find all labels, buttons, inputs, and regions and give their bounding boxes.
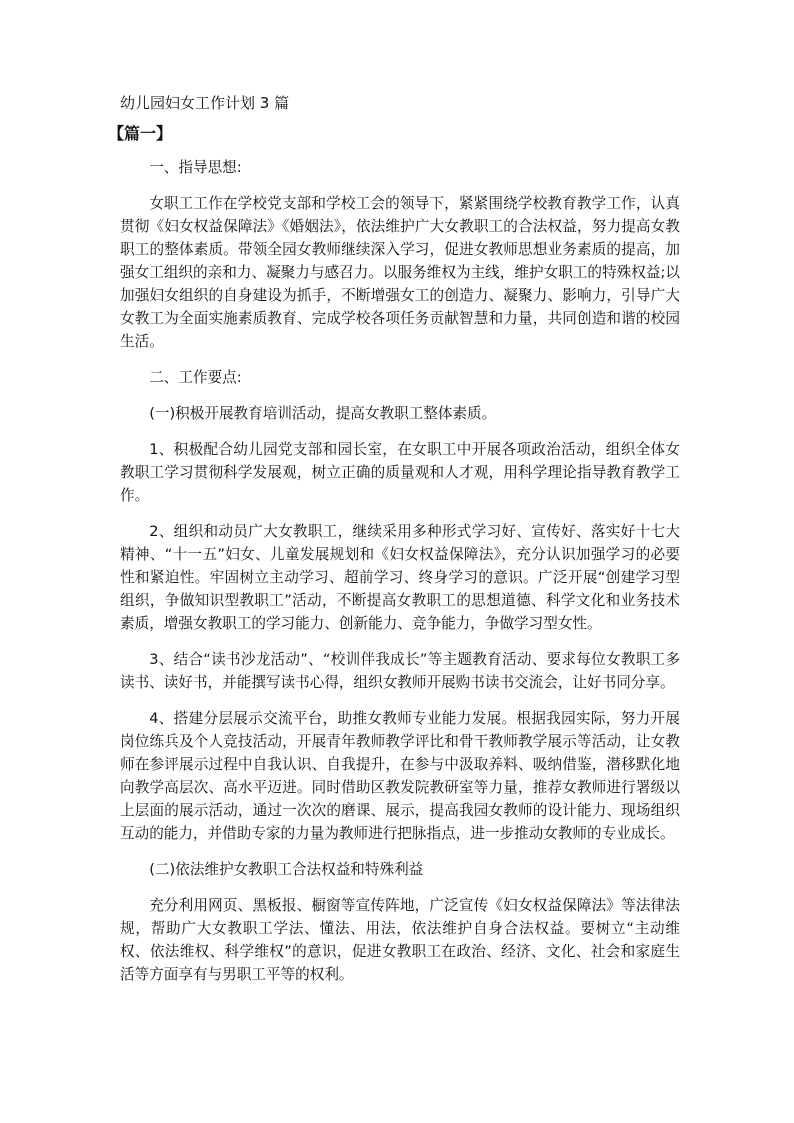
item3-paragraph: 3、结合“读书沙龙活动”、“校训伴我成长”等主题教育活动、要求每位女教职工多读书、读好书，并能撰写读书心得，组织女教师开展购书读书交流会，让好书同分享。: [120, 651, 680, 691]
subsection2-heading: (二)依法维护女教职工合法权益和特殊利益: [149, 861, 424, 878]
section2-heading: 二、工作要点:: [149, 369, 242, 386]
section1-paragraph: 女职工工作在学校党支部和学校工会的领导下，紧紧围绕学校教育教学工作，认真贯彻《妇女权益保障法》《婚姻法》，依法维护广大女教职工的合法权益，努力提高女教职工的整体素质。带领全园女教师继续深入学习，促进女教师思想业务素质的提高，加强女工组织的亲和力、凝聚力与感召力。以服务维权为主线，维护女职工的特殊权益;以加强妇女组织的自身建设为抓手，不断增强女工的创造力、凝聚力、影响力，引导广大女教工为全面实施素质教育、完成学校各项任务贡献智慧和力量，共同创造和谐的校园生活。: [120, 195, 680, 350]
part-label: 【篇一】: [108, 124, 173, 143]
section1-heading: 一、指导思想:: [149, 159, 242, 176]
item4-paragraph: 4、搭建分层展示交流平台，助推女教师专业能力发展。根据我园实际，努力开展岗位练兵及个人竞技活动，开展青年教师教学评比和骨干教师教学展示等活动，让女教师在参评展示过程中自我认识、自我提升，在参与中汲取养料、吸纳借鉴，潜移默化地向教学高层次、高水平迈进。同时借助区教发院教研室等力量，推荐女教师进行署级以上层面的展示活动，通过一次次的磨课、展示，提高我园女教师的设计能力、现场组织互动的能力，并借助专家的力量为教师进行把脉指点，进一步推动女教师的专业成长。: [120, 710, 680, 842]
subsection2-paragraph: 充分利用网页、黑板报、橱窗等宣传阵地，广泛宣传《妇女权益保障法》等法律法规，帮助广大女教职工学法、懂法、用法，依法维护自身合法权益。要树立“主动维权、依法维权、科学维权”的意识，促进女教职工在政治、经济、文化、社会和家庭生活等方面享有与男职工平等的权利。: [120, 897, 680, 983]
document-page: [108, 92, 680, 999]
item2-paragraph: 2、组织和动员广大女教职工，继续采用多种形式学习好、宣传好、落实好十七大精神、“十一五”妇女、儿童发展规划和《妇女权益保障法》，充分认识加强学习的必要性和紧迫性。牢固树立主动学习、超前学习、终身学习的意识。广泛开展“创建学习型组织，争做知识型教职工”活动，不断提高女教职工的思想道德、科学文化和业务技术素质，增强女教职工的学习能力、创新能力、竞争能力，争做学习型女性。: [120, 523, 680, 632]
item1-paragraph: 1、积极配合幼儿园党支部和园长室，在女职工中开展各项政治活动，组织全体女教职工学习贯彻科学发展观，树立正确的质量观和人才观，用科学理论指导教育教学工作。: [120, 441, 680, 504]
document-title: 幼儿园妇女工作计划 3 篇: [120, 94, 290, 112]
subsection1-heading: (一)积极开展教育培训活动，提高女教职工整体素质。: [149, 405, 497, 422]
